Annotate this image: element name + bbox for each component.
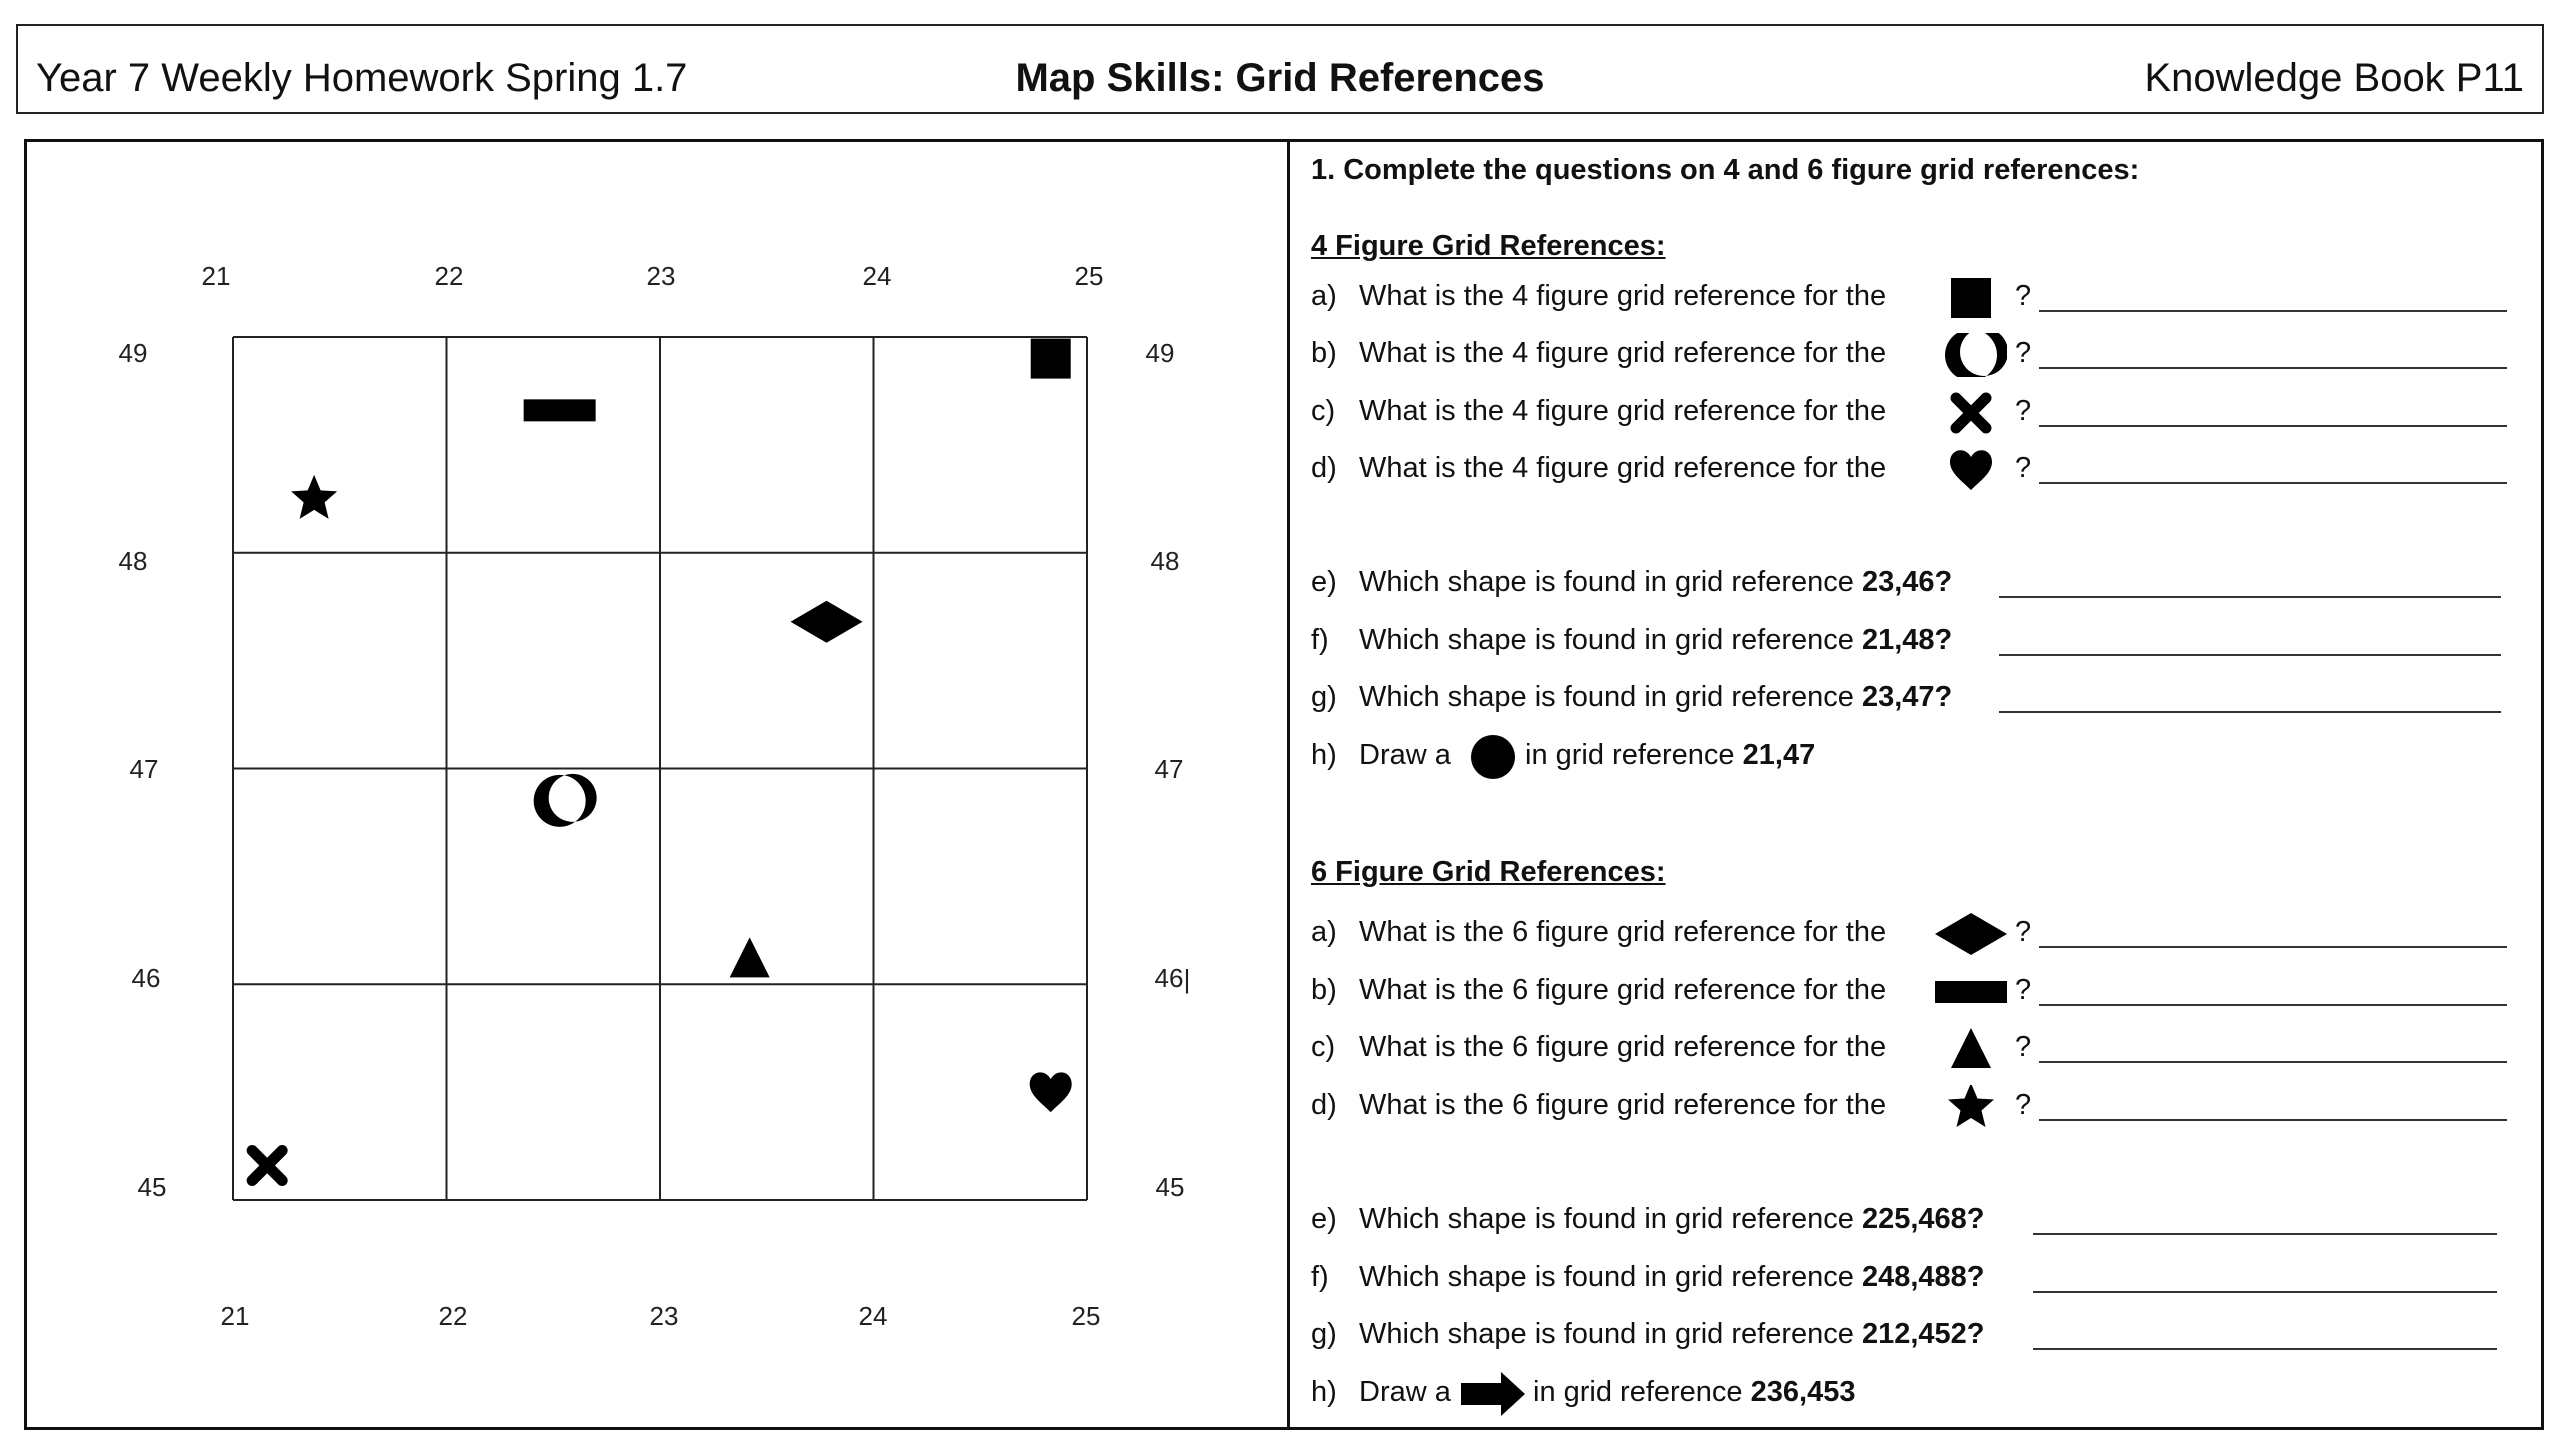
northing-label-right: 47 — [1154, 754, 1184, 784]
question-text — [1359, 1263, 1985, 1292]
crescent-moon-icon — [1935, 333, 2007, 383]
grid-reference-value: 236,453 — [1750, 1376, 1856, 1408]
question-text: What is the 6 figure grid reference for the — [1359, 974, 1887, 1006]
question-text: Draw a — [1359, 739, 1451, 771]
square-icon — [1935, 276, 2007, 326]
answer-line[interactable] — [2033, 1291, 2497, 1293]
easting-label-bottom: 24 — [858, 1301, 888, 1331]
diamond-icon — [791, 601, 863, 643]
worksheet-topic: Map Skills: Grid References — [1015, 56, 1545, 100]
question-text-body: Which shape is found in grid reference — [1359, 681, 1854, 713]
question-text-body: Which shape is found in grid reference — [1359, 1318, 1854, 1350]
grid-lines — [233, 337, 1087, 1200]
question-text-body: in grid reference — [1533, 1376, 1743, 1408]
question-letter: d) — [1311, 452, 1337, 484]
easting-label-top: 23 — [646, 261, 676, 291]
question-text: What is the 4 figure grid reference for the — [1359, 395, 1887, 427]
question-letter: b) — [1311, 974, 1337, 1006]
question-text-body: in grid reference — [1525, 739, 1735, 771]
question-text: Draw a — [1359, 1376, 1451, 1408]
question-letter: a) — [1311, 280, 1337, 312]
easting-label-bottom: 22 — [438, 1301, 468, 1331]
question-letter: f) — [1311, 1261, 1329, 1293]
question-letter: g) — [1311, 681, 1337, 713]
question-text — [1359, 1205, 1985, 1234]
question-letter: f) — [1311, 624, 1329, 656]
question-mark: ? — [2015, 916, 2032, 948]
northing-label-left: 46 — [131, 963, 161, 993]
easting-label-top: 25 — [1074, 261, 1104, 291]
northing-label-left: 47 — [129, 754, 159, 784]
star-icon — [1935, 1085, 2007, 1135]
question-mark: ? — [2015, 395, 2032, 427]
grid-reference-value: 212,452? — [1861, 1318, 1985, 1350]
circle-icon — [1459, 735, 1527, 785]
answer-line[interactable] — [2039, 1061, 2507, 1063]
worksheet-header — [16, 24, 2544, 114]
question-letter: h) — [1311, 1376, 1337, 1408]
answer-line[interactable] — [2039, 310, 2507, 312]
answer-line[interactable] — [1999, 654, 2501, 656]
question-letter: b) — [1311, 337, 1337, 369]
diamond-icon — [1935, 912, 2007, 962]
grid-reference-value: 248,488? — [1861, 1261, 1985, 1293]
rectangle-icon — [524, 399, 596, 421]
grid-map — [27, 142, 1287, 1427]
answer-line[interactable] — [2033, 1348, 2497, 1350]
question-mark: ? — [2015, 452, 2032, 484]
northing-label-right: 49 — [1145, 338, 1175, 368]
grid-reference-value: 23,47? — [1861, 681, 1953, 713]
question-letter: e) — [1311, 1203, 1337, 1235]
question-letter: h) — [1311, 739, 1337, 771]
question-text: What is the 6 figure grid reference for the — [1359, 916, 1887, 948]
question-text — [1359, 568, 1952, 597]
question-text — [1525, 741, 1815, 770]
section-heading: 4 Figure Grid References: — [1311, 230, 1666, 262]
crescent-moon-icon — [534, 774, 597, 827]
answer-line[interactable] — [2033, 1233, 2497, 1235]
cross-icon — [1935, 391, 2007, 441]
easting-label-bottom: 21 — [220, 1301, 250, 1331]
northing-label-right: 46 — [1154, 963, 1184, 993]
grid-reference-value: 21,48? — [1861, 624, 1953, 656]
question-text: What is the 6 figure grid reference for the — [1359, 1031, 1887, 1063]
answer-line[interactable] — [2039, 425, 2507, 427]
easting-label-bottom: 25 — [1071, 1301, 1101, 1331]
answer-line[interactable] — [1999, 596, 2501, 598]
question-letter: g) — [1311, 1318, 1337, 1350]
rectangle-icon — [1935, 970, 2007, 1020]
northing-label-left: 48 — [118, 546, 148, 576]
grid-reference-value: 23,46? — [1861, 566, 1953, 598]
question-mark: ? — [2015, 974, 2032, 1006]
northing-label-right: 48 — [1150, 546, 1180, 576]
northing-label-right: 45 — [1155, 1172, 1185, 1202]
question-text: What is the 4 figure grid reference for the — [1359, 280, 1887, 312]
heart-icon — [1935, 448, 2007, 498]
square-icon — [1031, 339, 1071, 379]
easting-label-bottom: 23 — [649, 1301, 679, 1331]
question-letter: c) — [1311, 395, 1336, 427]
star-icon — [291, 475, 337, 519]
questions-panel — [1311, 142, 2531, 1427]
question-text: What is the 4 figure grid reference for the — [1359, 452, 1887, 484]
knowledge-book-reference: Knowledge Book P11 — [2144, 56, 2524, 100]
answer-line[interactable] — [2039, 1004, 2507, 1006]
panel-divider — [1287, 142, 1290, 1427]
answer-line[interactable] — [2039, 367, 2507, 369]
question-letter: e) — [1311, 566, 1337, 598]
question-text-body: Which shape is found in grid reference — [1359, 624, 1854, 656]
question-mark: ? — [2015, 337, 2032, 369]
question-text — [1533, 1378, 1855, 1407]
easting-label-top: 22 — [434, 261, 464, 291]
grid-reference-value: 225,468? — [1861, 1203, 1985, 1235]
text-cursor: | — [1183, 964, 1191, 994]
question-text — [1359, 1320, 1985, 1349]
question-text: What is the 6 figure grid reference for the — [1359, 1089, 1887, 1121]
question-mark: ? — [2015, 1031, 2032, 1063]
question-text-body: Which shape is found in grid reference — [1359, 566, 1854, 598]
question-mark: ? — [2015, 280, 2032, 312]
worksheet-body — [24, 139, 2544, 1430]
question-letter: c) — [1311, 1031, 1336, 1063]
question-text: What is the 4 figure grid reference for the — [1359, 337, 1887, 369]
answer-line[interactable] — [2039, 1119, 2507, 1121]
northing-label-left: 45 — [137, 1172, 167, 1202]
question-letter: a) — [1311, 916, 1337, 948]
northing-label-left: 49 — [118, 338, 148, 368]
heart-icon — [1030, 1072, 1072, 1112]
arrow-right-icon — [1459, 1372, 1527, 1422]
homework-title: Year 7 Weekly Homework Spring 1.7 — [36, 56, 688, 100]
answer-line[interactable] — [2039, 482, 2507, 484]
grid-reference-value: 21,47 — [1742, 739, 1816, 771]
instructions: 1. Complete the questions on 4 and 6 figure grid references: — [1311, 154, 2140, 186]
cross-icon — [252, 1150, 282, 1180]
triangle-icon — [730, 937, 770, 977]
easting-label-top: 24 — [862, 261, 892, 291]
question-text — [1359, 683, 1952, 712]
question-mark: ? — [2015, 1089, 2032, 1121]
section-heading: 6 Figure Grid References: — [1311, 856, 1666, 888]
easting-label-top: 21 — [201, 261, 231, 291]
answer-line[interactable] — [1999, 711, 2501, 713]
question-text-body: Which shape is found in grid reference — [1359, 1203, 1854, 1235]
question-text — [1359, 626, 1952, 655]
question-letter: d) — [1311, 1089, 1337, 1121]
question-text-body: Which shape is found in grid reference — [1359, 1261, 1854, 1293]
answer-line[interactable] — [2039, 946, 2507, 948]
triangle-icon — [1935, 1027, 2007, 1077]
